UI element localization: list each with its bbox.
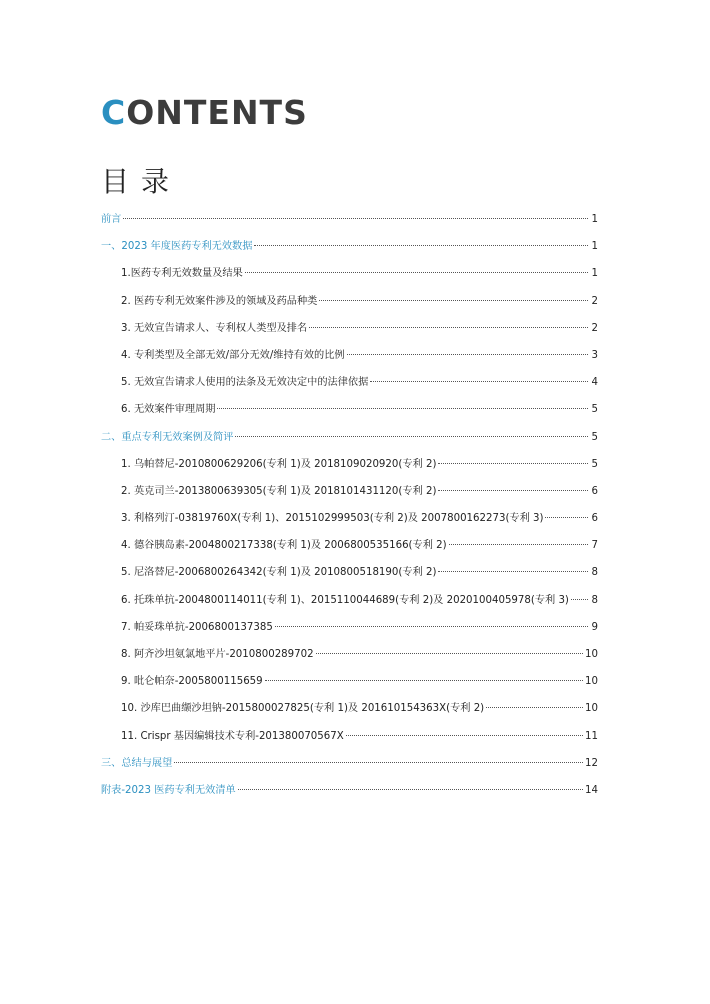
toc-entry-label: 3. 无效宣告请求人、专利权人类型及排名: [121, 322, 308, 334]
toc-dot-leader: [174, 762, 583, 763]
toc-entry[interactable]: [101, 451, 598, 478]
toc-entry-label: 一、2023 年度医药专利无效数据: [101, 241, 253, 253]
toc-entry-page-number: 2: [591, 295, 598, 307]
toc-entry[interactable]: [101, 505, 598, 532]
toc-dot-leader: [486, 707, 583, 708]
toc-entry-label: 5. 无效宣告请求人使用的法条及无效决定中的法律依据: [121, 377, 369, 389]
toc-dot-leader: [245, 272, 588, 273]
toc-entry[interactable]: [101, 260, 598, 287]
toc-entry-page-number: 10: [585, 649, 598, 660]
toc-dot-leader: [438, 571, 588, 572]
toc-entry-label: 2. 英克司兰-2013800639305(专利 1)及 2018101431120(专利 2): [121, 485, 437, 497]
toc-entry-page-number: 2: [591, 322, 598, 334]
toc-entry-label: 二、重点专利无效案例及简评: [101, 431, 234, 443]
toc-entry[interactable]: [101, 342, 598, 369]
toc-entry-page-number: 10: [585, 703, 598, 715]
toc-dot-leader: [265, 680, 583, 681]
toc-dot-leader: [571, 599, 588, 600]
toc-entry[interactable]: [101, 288, 598, 315]
toc-entry-label: 三、总结与展望: [101, 757, 173, 769]
toc-entry-label: 4. 德谷胰岛素-2004800217338(专利 1)及 2006800535166(专利 2): [121, 540, 447, 552]
toc-dot-leader: [316, 653, 583, 654]
toc-entry-label: 5. 尼洛替尼-2006800264342(专利 1)及 2010800518190(专利 2): [121, 567, 437, 579]
toc-entry-page-number: 7: [591, 540, 598, 552]
toc-entry-page-number: 14: [585, 784, 598, 796]
toc-entry-label: 4. 专利类型及全部无效/部分无效/维持有效的比例: [121, 349, 345, 361]
toc-entry-label: 6. 托珠单抗-2004800114011(专利 1)、2015110044689(专利 2)及 2020100405978(专利 3): [121, 594, 569, 606]
toc-dot-leader: [438, 490, 588, 491]
toc-entry-label: 6. 无效案件审理周期: [121, 404, 216, 416]
toc-entry-label: 前言: [101, 214, 122, 225]
toc-entry[interactable]: [101, 723, 598, 750]
toc-dot-leader: [254, 245, 588, 246]
toc-dot-leader: [319, 300, 588, 301]
toc-entry-label: 7. 帕妥珠单抗-2006800137385: [121, 621, 273, 633]
toc-entry[interactable]: [101, 777, 598, 804]
toc-entry-page-number: 1: [591, 214, 598, 225]
toc-entry-page-number: 6: [591, 485, 598, 497]
toc-dot-leader: [438, 463, 588, 464]
toc-entry[interactable]: [101, 369, 598, 396]
table-of-contents: [101, 206, 598, 804]
toc-entry-label: 10. 沙库巴曲缬沙坦钠-2015800027825(专利 1)及 201610154363X(专利 2): [121, 703, 485, 715]
toc-entry[interactable]: [101, 424, 598, 451]
toc-entry-page-number: 8: [591, 567, 598, 579]
toc-entry[interactable]: [101, 478, 598, 505]
toc-entry[interactable]: [101, 668, 598, 695]
toc-entry-page-number: 6: [591, 513, 598, 525]
toc-entry-label: 2. 医药专利无效案件涉及的领域及药品种类: [121, 295, 318, 307]
toc-entry-label: 9. 吡仑帕奈-2005800115659: [121, 676, 263, 688]
toc-entry-page-number: 4: [591, 377, 598, 389]
toc-entry-page-number: 3: [591, 349, 598, 361]
toc-entry-page-number: 8: [591, 594, 598, 606]
toc-dot-leader: [545, 517, 588, 518]
toc-dot-leader: [449, 544, 588, 545]
toc-entry-page-number: 9: [591, 621, 598, 633]
toc-entry[interactable]: [101, 315, 598, 342]
toc-entry[interactable]: [101, 532, 598, 559]
toc-entry-page-number: 12: [585, 757, 598, 769]
toc-entry-page-number: 10: [585, 676, 598, 688]
toc-entry[interactable]: [101, 641, 598, 668]
toc-dot-leader: [346, 735, 583, 736]
toc-entry-label: 1. 乌帕替尼-2010800629206(专利 1)及 2018109020920(专利 2): [121, 458, 437, 470]
toc-dot-leader: [235, 436, 588, 437]
toc-title: 目录: [101, 165, 182, 198]
toc-dot-leader: [347, 354, 588, 355]
toc-entry[interactable]: [101, 587, 598, 614]
toc-dot-leader: [238, 789, 583, 790]
toc-dot-leader: [275, 626, 588, 627]
toc-entry-page-number: 5: [591, 404, 598, 416]
toc-entry-label: 11. Crispr 基因编辑技术专利-201380070567X: [121, 730, 344, 742]
toc-dot-leader: [123, 218, 588, 219]
toc-entry-label: 附表-2023 医药专利无效清单: [101, 784, 236, 796]
toc-entry-label: 8. 阿齐沙坦氨氯地平片-2010800289702: [121, 649, 314, 660]
toc-dot-leader: [217, 408, 588, 409]
toc-entry[interactable]: [101, 695, 598, 722]
toc-dot-leader: [370, 381, 588, 382]
contents-heading-rest: ONTENTS: [126, 93, 308, 132]
toc-entry[interactable]: [101, 614, 598, 641]
toc-entry[interactable]: [101, 206, 598, 233]
toc-entry[interactable]: [101, 233, 598, 260]
toc-entry-label: 3. 利格列汀-03819760X(专利 1)、2015102999503(专利 2)及 2007800162273(专利 3): [121, 513, 544, 525]
contents-heading-initial: C: [101, 93, 127, 132]
toc-dot-leader: [309, 327, 588, 328]
toc-entry-page-number: 5: [591, 431, 598, 443]
toc-entry-page-number: 1: [591, 241, 598, 253]
toc-entry[interactable]: [101, 750, 598, 777]
toc-entry[interactable]: [101, 396, 598, 423]
toc-entry-page-number: 1: [591, 268, 598, 280]
toc-entry-page-number: 11: [585, 730, 598, 742]
toc-entry-page-number: 5: [591, 458, 598, 470]
contents-heading: [101, 93, 308, 132]
toc-entry-label: 1.医药专利无效数量及结果: [121, 268, 243, 280]
toc-entry[interactable]: [101, 559, 598, 586]
